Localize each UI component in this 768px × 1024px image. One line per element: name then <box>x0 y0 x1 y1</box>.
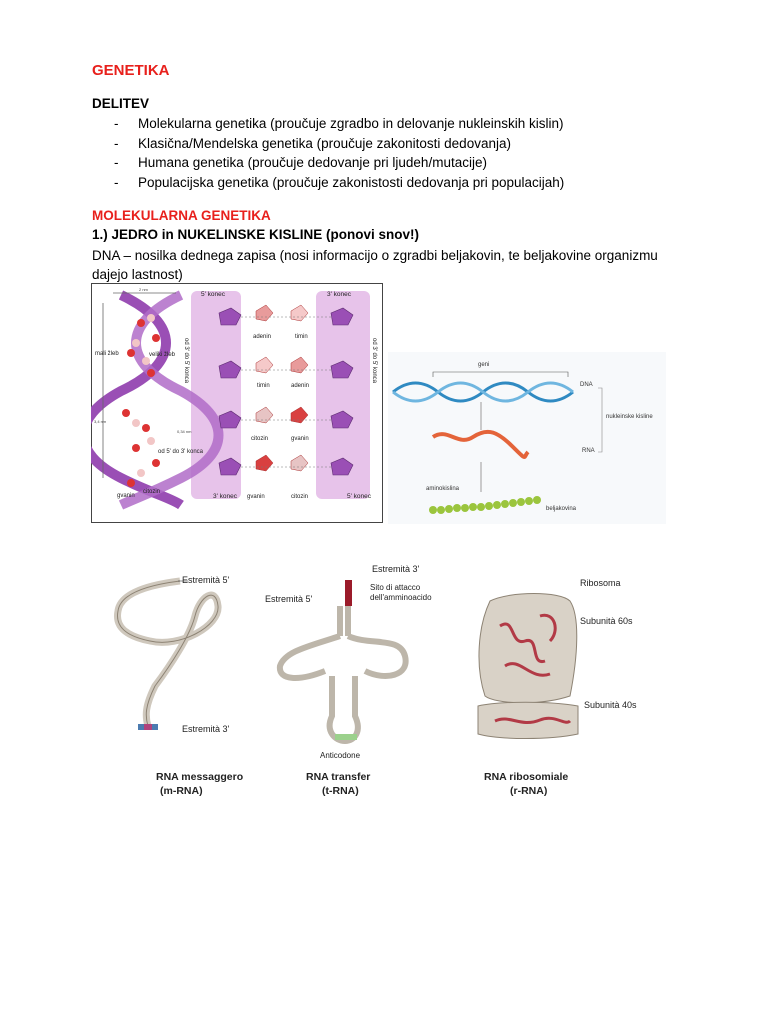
beljakovina-label: beljakovina <box>546 506 577 512</box>
citozin-label: citozin <box>291 494 309 500</box>
estremita3-label: Estremità 3' <box>372 564 420 574</box>
rrna-caption: (r-RNA) <box>510 785 548 797</box>
top-left-label: 5' konec <box>201 291 226 298</box>
section-heading: MOLEKULARNA GENETIKA <box>92 208 271 223</box>
citozin-label: citozin <box>143 489 161 495</box>
estremita5-label: Estremità 5' <box>182 575 230 585</box>
trna-caption: RNA transfer <box>306 771 371 783</box>
mrna-ribbon-icon <box>117 581 218 730</box>
measure-label: 0,34 nm <box>177 429 192 434</box>
geni-label: geni <box>478 362 490 368</box>
delitev-heading: DELITEV <box>92 96 150 111</box>
mrna-caption: RNA messaggero <box>156 771 244 783</box>
delitev-list <box>92 114 564 192</box>
veliki-zleb-label: veliki žleb <box>149 352 176 358</box>
rna-label: RNA <box>582 448 595 454</box>
nukleinske-label: nukleinske kisline <box>606 414 653 420</box>
timin-label: timin <box>295 334 308 340</box>
measure-label: 2 nm <box>139 287 148 292</box>
timin-label: timin <box>257 383 270 389</box>
gvanin-label: gvanin <box>291 436 309 442</box>
sub60-label: Subunità 60s <box>580 616 633 626</box>
top-right-label: 3' konec <box>327 291 352 298</box>
adenin-label: adenin <box>253 334 272 340</box>
page-title: GENETIKA <box>92 62 170 79</box>
dna-structure-figure <box>91 283 383 523</box>
bottom-left-label: 3' konec <box>213 493 238 500</box>
gvanin-label: gvanin <box>117 493 135 499</box>
sito-label: Sito di attacco <box>370 583 421 592</box>
od5do3-label: od 5' do 3' konca <box>158 449 203 455</box>
trna-caption: (t-RNA) <box>322 785 359 797</box>
sub40-label: Subunità 40s <box>584 700 637 710</box>
dna-label: DNA <box>580 382 593 388</box>
rrna-caption: RNA ribosomiale <box>484 771 569 783</box>
list-item: - Molekularna genetika (proučuje zgradbo in delovanje nukleinskih kislin) <box>114 116 564 131</box>
citozin-label: citozin <box>251 436 269 442</box>
aminokislina-label: aminokislina <box>426 486 460 492</box>
list-item: - Klasična/Mendelska genetika (proučuje zakonitosti dedovanja) <box>114 135 511 151</box>
gvanin-label: gvanin <box>247 494 265 500</box>
list-item: - Humana genetika (proučuje dedovanje pri ljudeh/mutacije) <box>114 155 487 170</box>
dna-paragraph: DNA – nosilka dednega zapisa (nosi informacijo o zgradbi beljakovin, te beljakovine organizmu dajejo lastnost) <box>92 248 658 282</box>
sito-label: dell'amminoacido <box>370 593 432 602</box>
mrna-caption: (m-RNA) <box>160 785 203 797</box>
trna-cloverleaf-icon <box>280 586 406 741</box>
anticodone-label: Anticodone <box>320 751 361 760</box>
section-subheading: 1.) JEDRO in NUKELINSKE KISLINE (ponovi snov!) <box>92 227 420 242</box>
bottom-right-label: 5' konec <box>347 493 372 500</box>
nucleic-acids-figure <box>388 352 666 524</box>
od3do5-label: od 3' do 5' konca <box>183 338 189 383</box>
list-item: - Populacijska genetika (proučuje zakonistosti dedovanja pri populacijah) <box>114 174 565 190</box>
adenin-label: adenin <box>291 383 310 389</box>
estremita5-label: Estremità 5' <box>265 594 313 604</box>
rna-types-figure <box>100 556 660 806</box>
ribosoma-label: Ribosoma <box>580 578 621 588</box>
ribosome-icon <box>478 594 578 739</box>
measure-label: 3,4 nm <box>94 419 107 424</box>
od3do5-label: od 3' do 5' konca <box>371 338 377 383</box>
mali-zleb-label: mali žleb <box>95 351 119 357</box>
estremita3-label: Estremità 3' <box>182 724 230 734</box>
